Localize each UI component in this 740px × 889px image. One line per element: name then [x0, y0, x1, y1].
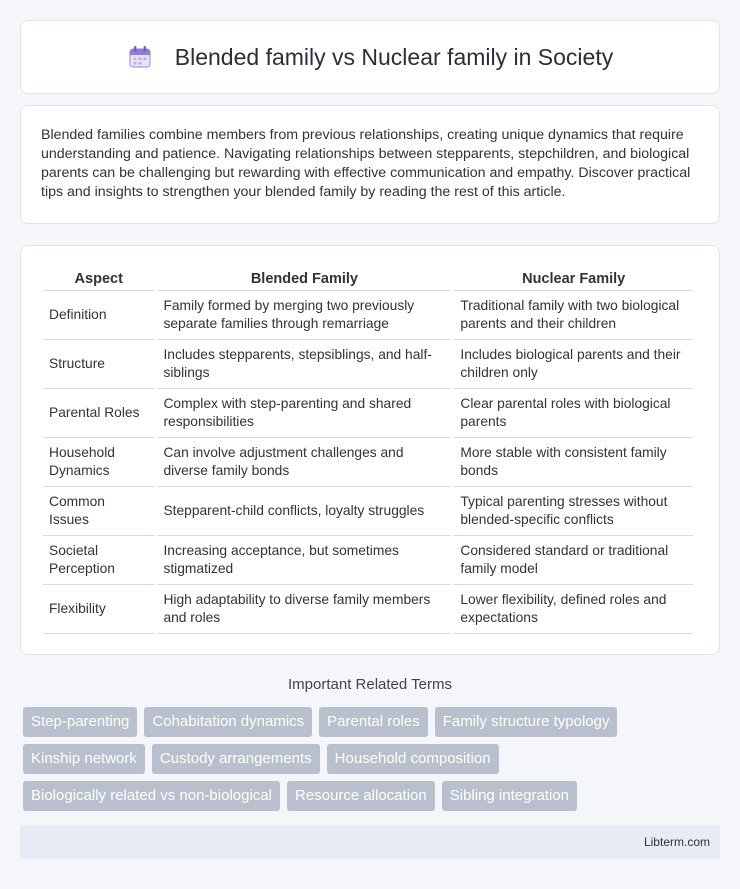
related-term-tag[interactable]: Cohabitation dynamics: [144, 707, 312, 737]
header-blended-family: Blended Family: [157, 266, 451, 291]
table-header-row: [43, 266, 693, 291]
intro-card: [20, 105, 720, 224]
comparison-table-card: [20, 245, 720, 655]
cell-nuclear: Lower flexibility, defined roles and expectations: [454, 585, 693, 634]
related-terms-title: Important Related Terms: [288, 676, 452, 693]
cell-blended: Can involve adjustment challenges and diverse family bonds: [157, 438, 451, 487]
table-row: [43, 340, 693, 389]
cell-aspect: Definition: [43, 291, 154, 340]
footer: [20, 825, 720, 859]
related-term-tag[interactable]: Kinship network: [23, 744, 145, 774]
table-row: [43, 487, 693, 536]
comparison-table: [40, 266, 696, 634]
page-title: Blended family vs Nuclear family in Society: [174, 43, 614, 70]
cell-blended: Family formed by merging two previously separate families through remarriage: [157, 291, 451, 340]
related-term-tag[interactable]: Biologically related vs non-biological: [23, 781, 280, 811]
cell-nuclear: Includes biological parents and their children only: [454, 340, 693, 389]
cell-blended: Stepparent-child conflicts, loyalty struggles: [157, 487, 451, 536]
cell-aspect: Flexibility: [43, 585, 154, 634]
cell-blended: High adaptability to diverse family members and roles: [157, 585, 451, 634]
related-term-tag[interactable]: Parental roles: [319, 707, 428, 737]
header-aspect: Aspect: [43, 266, 154, 291]
cell-blended: Increasing acceptance, but sometimes stigmatized: [157, 536, 451, 585]
cell-nuclear: More stable with consistent family bonds: [454, 438, 693, 487]
cell-nuclear: Traditional family with two biological parents and their children: [454, 291, 693, 340]
table-row: [43, 536, 693, 585]
cell-aspect: Structure: [43, 340, 154, 389]
related-term-tag[interactable]: Family structure typology: [435, 707, 618, 737]
table-row: [43, 291, 693, 340]
cell-aspect: Societal Perception: [43, 536, 154, 585]
footer-site-link[interactable]: Libterm.com: [643, 835, 710, 849]
cell-aspect: Parental Roles: [43, 389, 154, 438]
cell-nuclear: Typical parenting stresses without blended-specific conflicts: [454, 487, 693, 536]
cell-nuclear: Considered standard or traditional family model: [454, 536, 693, 585]
cell-blended: Includes stepparents, stepsiblings, and half-siblings: [157, 340, 451, 389]
table-row: [43, 585, 693, 634]
related-terms-list: [23, 707, 723, 811]
intro-paragraph: Blended families combine members from previous relationships, creating unique dynamics that require understanding and patience. Navigating relationships between stepparents, stepchildren, and biological parents can be challenging but rewarding with effective communication and empathy. Discover practical tips and insights to strengthen your blended family by reading the rest of this article.: [41, 127, 691, 200]
related-term-tag[interactable]: Household composition: [327, 744, 499, 774]
cell-aspect: Household Dynamics: [43, 438, 154, 487]
related-term-tag[interactable]: Custody arrangements: [152, 744, 320, 774]
header-card: [20, 20, 720, 94]
cell-aspect: Common Issues: [43, 487, 154, 536]
cell-blended: Complex with step-parenting and shared responsibilities: [157, 389, 451, 438]
calendar-icon: [127, 44, 153, 70]
cell-nuclear: Clear parental roles with biological parents: [454, 389, 693, 438]
table-row: [43, 438, 693, 487]
related-term-tag[interactable]: Sibling integration: [442, 781, 577, 811]
related-term-tag[interactable]: Step-parenting: [23, 707, 137, 737]
header-nuclear-family: Nuclear Family: [454, 266, 693, 291]
related-term-tag[interactable]: Resource allocation: [287, 781, 435, 811]
table-row: [43, 389, 693, 438]
